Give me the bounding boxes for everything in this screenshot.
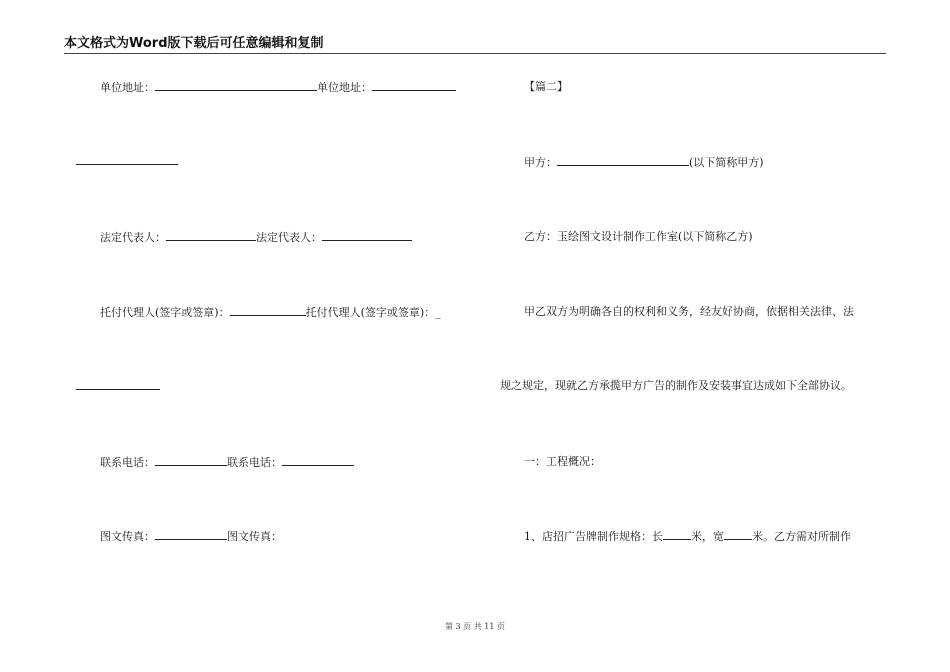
fax-line (100, 529, 282, 544)
fax-label-1: 图文传真： (100, 530, 155, 543)
phone-blank-1 (155, 455, 227, 466)
party-a-label: 甲方： (524, 156, 557, 169)
intro-line-1: 甲乙双方为明确各自的权利和义务，经友好协商，依据相关法律、法 (524, 305, 854, 318)
address-line (100, 80, 456, 95)
footer-prefix: 第 (444, 622, 453, 631)
length-blank (663, 529, 691, 540)
address-continuation-blank (76, 164, 178, 165)
fax-blank-1 (155, 529, 227, 540)
agent-blank-1 (230, 305, 306, 316)
phone-label-1: 联系电话： (100, 456, 155, 469)
agent-label-2: 托付代理人(签字或签章)： (305, 306, 436, 319)
phone-label-2: 联系电话： (227, 456, 282, 469)
address-label-2: 单位地址： (317, 81, 372, 94)
footer-page-number: 3 (455, 622, 461, 631)
footer-mid: 页 共 (463, 622, 482, 631)
agent-line (100, 305, 441, 320)
fax-label-2: 图文传真： (227, 530, 282, 543)
page-footer (0, 622, 950, 632)
document-header (64, 36, 886, 54)
party-a-line (524, 155, 764, 170)
item-1-mid-1: 米，宽 (691, 530, 724, 543)
legal-rep-label-1: 法定代表人： (100, 231, 166, 244)
section-one-heading: 一：工程概况： (524, 455, 601, 468)
item-1-prefix: 1、店招广告牌制作规格：长 (524, 530, 663, 543)
party-b-line: 乙方：玉绘图文设计制作工作室(以下简称乙方) (524, 230, 753, 243)
agent-tail: _ (435, 306, 441, 319)
agent-label-1: 托付代理人(签字或签章)： (100, 306, 230, 319)
legal-rep-label-2: 法定代表人： (256, 231, 322, 244)
party-a-blank (557, 155, 689, 166)
phone-line (100, 455, 354, 470)
width-blank (724, 529, 752, 540)
party-a-suffix: (以下简称甲方) (689, 156, 764, 169)
section-heading: 【篇二】 (524, 80, 568, 93)
legal-rep-blank-1 (166, 230, 256, 241)
address-blank-1 (155, 80, 317, 91)
phone-blank-2 (282, 455, 354, 466)
footer-total-pages: 11 (484, 622, 495, 631)
header-title: 本文格式为Word版下载后可任意编辑和复制 (64, 36, 324, 51)
address-blank-2 (372, 80, 456, 91)
intro-line-2: 规之规定，现就乙方承揽甲方广告的制作及安装事宜达成如下全部协议。 (500, 379, 852, 392)
item-1-mid-2: 米。乙方需对所制作 (752, 530, 851, 543)
legal-rep-line (100, 230, 412, 245)
footer-suffix: 页 (497, 622, 505, 631)
item-1-line (524, 529, 851, 544)
address-label-1: 单位地址： (100, 81, 155, 94)
legal-rep-blank-2 (322, 230, 412, 241)
agent-continuation-blank (76, 389, 160, 390)
